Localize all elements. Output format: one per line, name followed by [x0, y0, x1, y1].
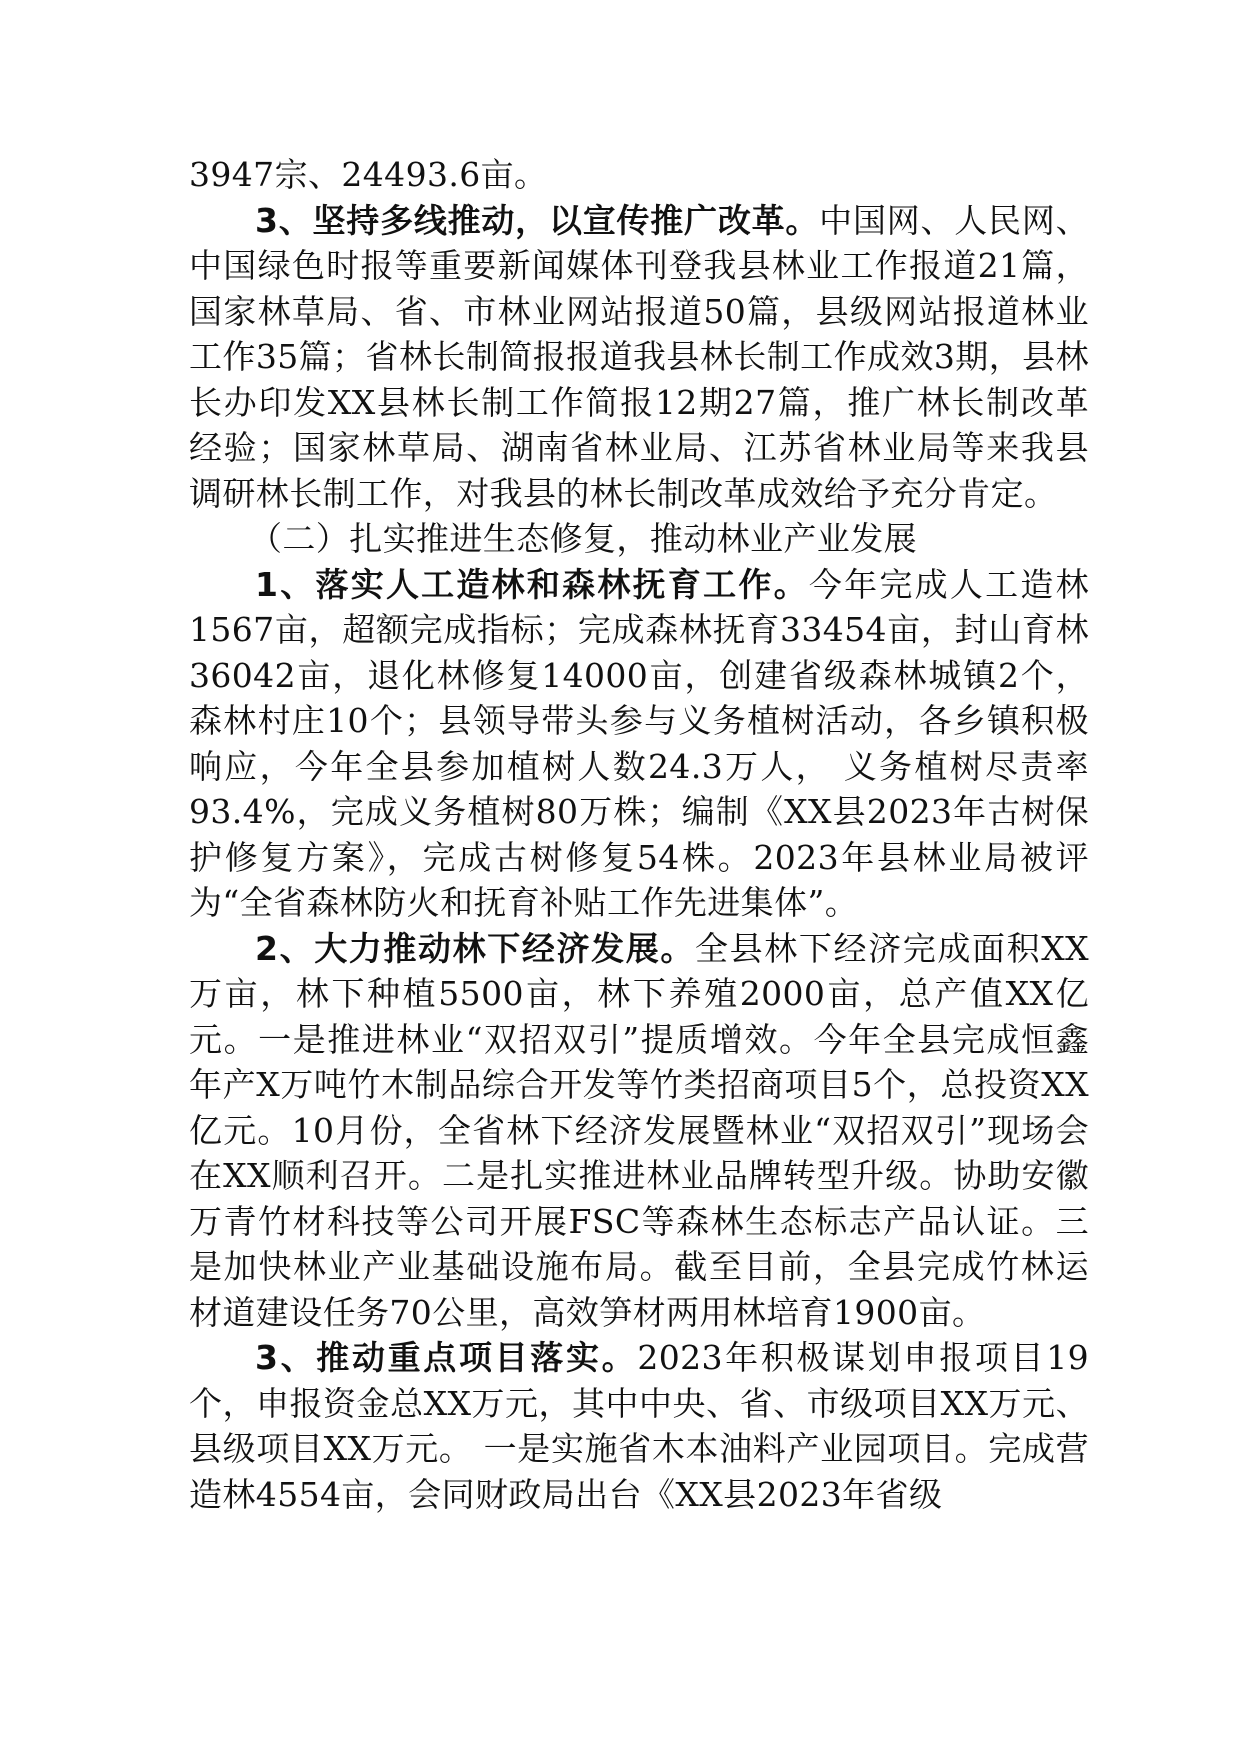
document-body	[189, 152, 1089, 1517]
section-heading-text: （二）扎实推进生态修复，推动林业产业发展	[249, 519, 917, 558]
paragraph-text: 3947宗、24493.6亩。	[189, 155, 548, 194]
paragraph-text: 全县林下经济完成面积XX万亩，林下种植5500亩，林下养殖2000亩，总产值XX亿元。一是推进林业“双招双引”提质增效。今年全县完成恒鑫年产X万吨竹木制品综合开发等竹类招商项目5个，总投资XX亿元。10月份，全省林下经济发展暨林业“双招双引”现场会在XX顺利召开。二是扎实推进林业品牌转型升级。协助安徽万青竹材科技等公司开展FSC等森林生态标志产品认证。三是加快林业产业基础设施布局。截至目前，全县完成竹林运材道建设任务70公里，高效笋材两用林培育1900亩。	[189, 928, 1089, 1332]
paragraph-key-projects	[189, 1335, 1089, 1517]
paragraph-continuation	[189, 152, 1089, 198]
section-heading	[189, 516, 1089, 562]
paragraph-heading: 2、大力推动林下经济发展。	[255, 928, 696, 968]
paragraph-publicity	[189, 198, 1089, 517]
paragraph-understory-economy	[189, 926, 1089, 1336]
paragraph-heading: 3、坚持多线推动，以宣传推广改革。	[255, 200, 820, 240]
paragraph-text: 中国网、人民网、中国绿色时报等重要新闻媒体刊登我县林业工作报道21篇，国家林草局、省、市林业网站报道50篇，县级网站报道林业工作35篇；省林长制简报报道我县林长制工作成效3期，县林长办印发XX县林长制工作简报12期27篇，推广林长制改革经验；国家林草局、湖南省林业局、江苏省林业局等来我县调研林长制工作，对我县的林长制改革成效给予充分肯定。	[189, 200, 1090, 513]
paragraph-text: 2023年积极谋划申报项目19个，申报资金总XX万元，其中中央、省、市级项目XX万元、县级项目XX万元。 一是实施省木本油料产业园项目。完成营造林4554亩，会同财政局出台《XX县2023年省级	[189, 1338, 1089, 1514]
paragraph-afforestation	[189, 562, 1089, 926]
paragraph-heading: 1、落实人工造林和森林抚育工作。	[255, 564, 809, 604]
paragraph-heading: 3、推动重点项目落实。	[255, 1338, 638, 1377]
paragraph-text: 今年完成人工造林1567亩，超额完成指标；完成森林抚育33454亩，封山育林36042亩，退化林修复14000亩，创建省级森林城镇2个，森林村庄10个；县领导带头参与义务植树活动，各乡镇积极响应，今年全县参加植树人数24.3万人， 义务植树尽责率93.4%，完成义务植树80万株；编制《XX县2023年古树保护修复方案》，完成古树修复54株。2023年县林业局被评为“全省森林防火和抚育补贴工作先进集体”。	[189, 564, 1089, 922]
